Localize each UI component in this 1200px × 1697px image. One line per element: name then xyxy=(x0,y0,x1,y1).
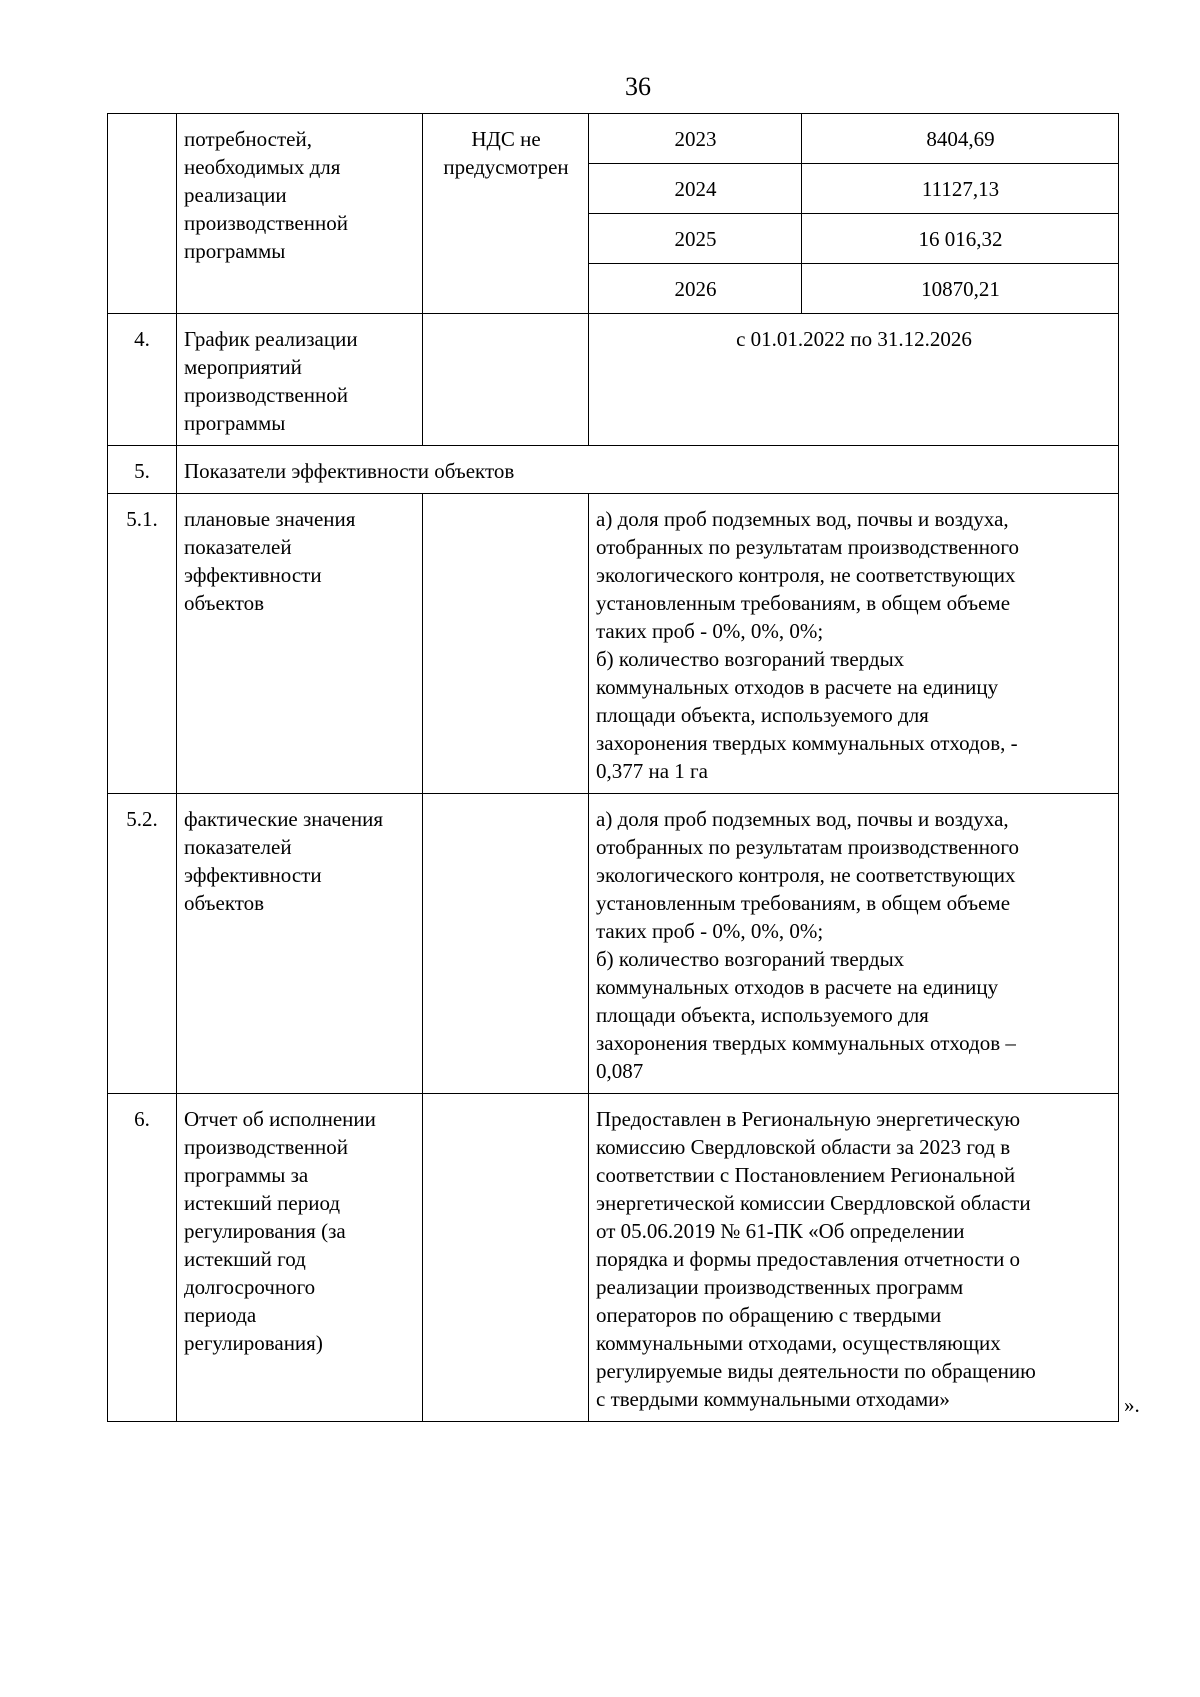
row-value-cell: с 01.01.2022 по 31.12.2026 xyxy=(589,314,1119,446)
row-number-cell: 6. xyxy=(108,1094,177,1422)
table-row xyxy=(108,314,1119,446)
table-row xyxy=(108,1094,1119,1422)
year-cell: 2025 xyxy=(589,214,802,264)
empty-cell xyxy=(423,1094,589,1422)
row-name-cell: фактические значения показателей эффективности объектов xyxy=(177,794,423,1094)
row-number-cell: 5.1. xyxy=(108,494,177,794)
program-table xyxy=(107,113,1119,1422)
table-row xyxy=(108,446,1119,494)
table-row xyxy=(108,494,1119,794)
year-cell: 2024 xyxy=(589,164,802,214)
row-value-cell: а) доля проб подземных вод, почвы и воздуха, отобранных по результатам производственного экологического контроля, не соответствующих установленным требованиям, в общем объеме таких проб - 0%, 0%, 0%; б) количество возгораний твердых коммунальных отходов в расчете на единицу площади объекта, используемого для захоронения твердых коммунальных отходов – 0,087 xyxy=(589,794,1119,1094)
value-cell: 11127,13 xyxy=(802,164,1119,214)
year-cell: 2023 xyxy=(589,114,802,164)
table-row xyxy=(108,794,1119,1094)
empty-cell xyxy=(423,314,589,446)
row-number-cell xyxy=(108,114,177,314)
empty-cell xyxy=(423,494,589,794)
value-cell: 10870,21 xyxy=(802,264,1119,314)
year-cell: 2026 xyxy=(589,264,802,314)
vat-note-cell: НДС не предусмотрен xyxy=(423,114,589,314)
row-name-cell: Отчет об исполнении производственной программы за истекший период регулирования (за истекший год долгосрочного периода регулирования) xyxy=(177,1094,423,1422)
page-number: 36 xyxy=(625,72,651,101)
row-number-cell: 5. xyxy=(108,446,177,494)
empty-cell xyxy=(423,794,589,1094)
row-number-cell: 4. xyxy=(108,314,177,446)
row-value-cell: а) доля проб подземных вод, почвы и воздуха, отобранных по результатам производственного экологического контроля, не соответствующих установленным требованиям, в общем объеме таких проб - 0%, 0%, 0%; б) количество возгораний твердых коммунальных отходов в расчете на единицу площади объекта, используемого для захоронения твердых коммунальных отходов, - 0,377 на 1 га xyxy=(589,494,1119,794)
value-cell: 8404,69 xyxy=(802,114,1119,164)
row-name-cell: потребностей, необходимых для реализации производственной программы xyxy=(177,114,423,314)
row-name-cell: График реализации мероприятий производственной программы xyxy=(177,314,423,446)
closing-quote: ». xyxy=(1124,1393,1140,1417)
row-value-cell: Предоставлен в Региональную энергетическую комиссию Свердловской области за 2023 год в соответствии с Постановлением Региональной энергетической комиссии Свердловской области от 05.06.2019 № 61-ПК «Об определении порядка и формы предоставления отчетности о реализации производственных программ операторов по обращению с твердыми коммунальными отходами, осуществляющих регулируемые виды деятельности по обращению с твердыми коммунальными отходами» xyxy=(589,1094,1119,1422)
table-row xyxy=(108,114,1119,164)
value-cell: 16 016,32 xyxy=(802,214,1119,264)
row-number-cell: 5.2. xyxy=(108,794,177,1094)
section-title-cell: Показатели эффективности объектов xyxy=(177,446,1119,494)
row-name-cell: плановые значения показателей эффективности объектов xyxy=(177,494,423,794)
